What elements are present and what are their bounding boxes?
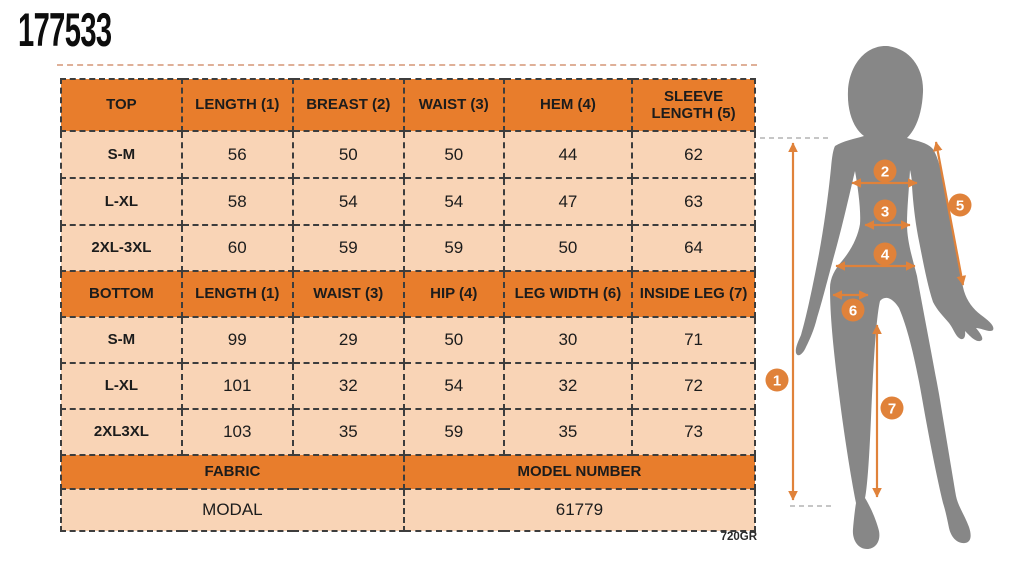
value-cell: 56 xyxy=(182,131,293,178)
size-cell: S-M xyxy=(61,317,182,363)
table-row xyxy=(61,271,755,317)
size-cell: L-XL xyxy=(61,178,182,225)
value-cell: 54 xyxy=(404,363,504,409)
table-row xyxy=(61,409,755,455)
svg-text:1: 1 xyxy=(772,372,782,390)
fabric-value-cell: MODAL xyxy=(61,489,404,531)
fabric-label-cell: FABRIC xyxy=(61,455,404,489)
value-cell: 99 xyxy=(182,317,293,363)
bottom-section-header-cell: WAIST (3) xyxy=(293,271,404,317)
value-cell: 63 xyxy=(632,178,755,225)
value-cell: 35 xyxy=(504,409,632,455)
value-cell: 59 xyxy=(404,409,504,455)
value-cell: 54 xyxy=(293,178,404,225)
svg-text:3: 3 xyxy=(880,203,890,221)
top-section-header-cell: HEM (4) xyxy=(504,79,632,131)
value-cell: 60 xyxy=(182,225,293,271)
value-cell: 47 xyxy=(504,178,632,225)
weight-note: 720GR xyxy=(720,531,757,543)
top-section-header-cell: TOP xyxy=(61,79,182,131)
bottom-section-header-cell: LEG WIDTH (6) xyxy=(504,271,632,317)
value-cell: 103 xyxy=(182,409,293,455)
bottom-section-header-cell: INSIDE LEG (7) xyxy=(632,271,755,317)
svg-text:2: 2 xyxy=(880,163,890,181)
woman-silhouette xyxy=(796,46,994,549)
value-cell: 59 xyxy=(293,225,404,271)
table-row xyxy=(61,225,755,271)
marker-5 xyxy=(949,194,972,217)
table-row xyxy=(61,317,755,363)
value-cell: 72 xyxy=(632,363,755,409)
size-chart-table xyxy=(60,78,756,532)
value-cell: 64 xyxy=(632,225,755,271)
value-cell: 32 xyxy=(293,363,404,409)
bottom-section-header-cell: LENGTH (1) xyxy=(182,271,293,317)
value-cell: 50 xyxy=(404,131,504,178)
value-cell: 62 xyxy=(632,131,755,178)
value-cell: 32 xyxy=(504,363,632,409)
top-section-header-cell: WAIST (3) xyxy=(404,79,504,131)
value-cell: 50 xyxy=(504,225,632,271)
top-section-header-cell: LENGTH (1) xyxy=(182,79,293,131)
svg-text:4: 4 xyxy=(880,246,890,264)
value-cell: 58 xyxy=(182,178,293,225)
top-divider-dashed-line xyxy=(57,64,757,66)
marker-6 xyxy=(842,299,865,322)
value-cell: 59 xyxy=(404,225,504,271)
value-cell: 73 xyxy=(632,409,755,455)
model-number-value-cell: 61779 xyxy=(404,489,755,531)
table-row xyxy=(61,178,755,225)
value-cell: 35 xyxy=(293,409,404,455)
table-row xyxy=(61,363,755,409)
value-cell: 101 xyxy=(182,363,293,409)
value-cell: 30 xyxy=(504,317,632,363)
svg-text:7: 7 xyxy=(887,400,897,418)
value-cell: 44 xyxy=(504,131,632,178)
table-row xyxy=(61,489,755,531)
size-cell: 2XL3XL xyxy=(61,409,182,455)
size-cell: L-XL xyxy=(61,363,182,409)
value-cell: 54 xyxy=(404,178,504,225)
table-row xyxy=(61,79,755,131)
value-cell: 50 xyxy=(404,317,504,363)
value-cell: 50 xyxy=(293,131,404,178)
bottom-section-header-cell: BOTTOM xyxy=(61,271,182,317)
table-row xyxy=(61,131,755,178)
marker-4 xyxy=(874,243,897,266)
marker-2 xyxy=(874,160,897,183)
model-number-label-cell: MODEL NUMBER xyxy=(404,455,755,489)
marker-1 xyxy=(766,369,789,392)
value-cell: 29 xyxy=(293,317,404,363)
size-cell: S-M xyxy=(61,131,182,178)
top-section-header-cell: BREAST (2) xyxy=(293,79,404,131)
bottom-section-header-cell: HIP (4) xyxy=(404,271,504,317)
svg-text:5: 5 xyxy=(955,197,965,215)
marker-3 xyxy=(874,200,897,223)
svg-text:6: 6 xyxy=(848,302,858,320)
marker-7 xyxy=(881,397,904,420)
page-title: 177533 xyxy=(18,3,112,56)
table-row xyxy=(61,455,755,489)
measurement-figure xyxy=(760,40,1024,573)
value-cell: 71 xyxy=(632,317,755,363)
size-cell: 2XL-3XL xyxy=(61,225,182,271)
measurement-figure-svg xyxy=(760,40,1024,573)
top-section-header-cell: SLEEVE LENGTH (5) xyxy=(632,79,755,131)
